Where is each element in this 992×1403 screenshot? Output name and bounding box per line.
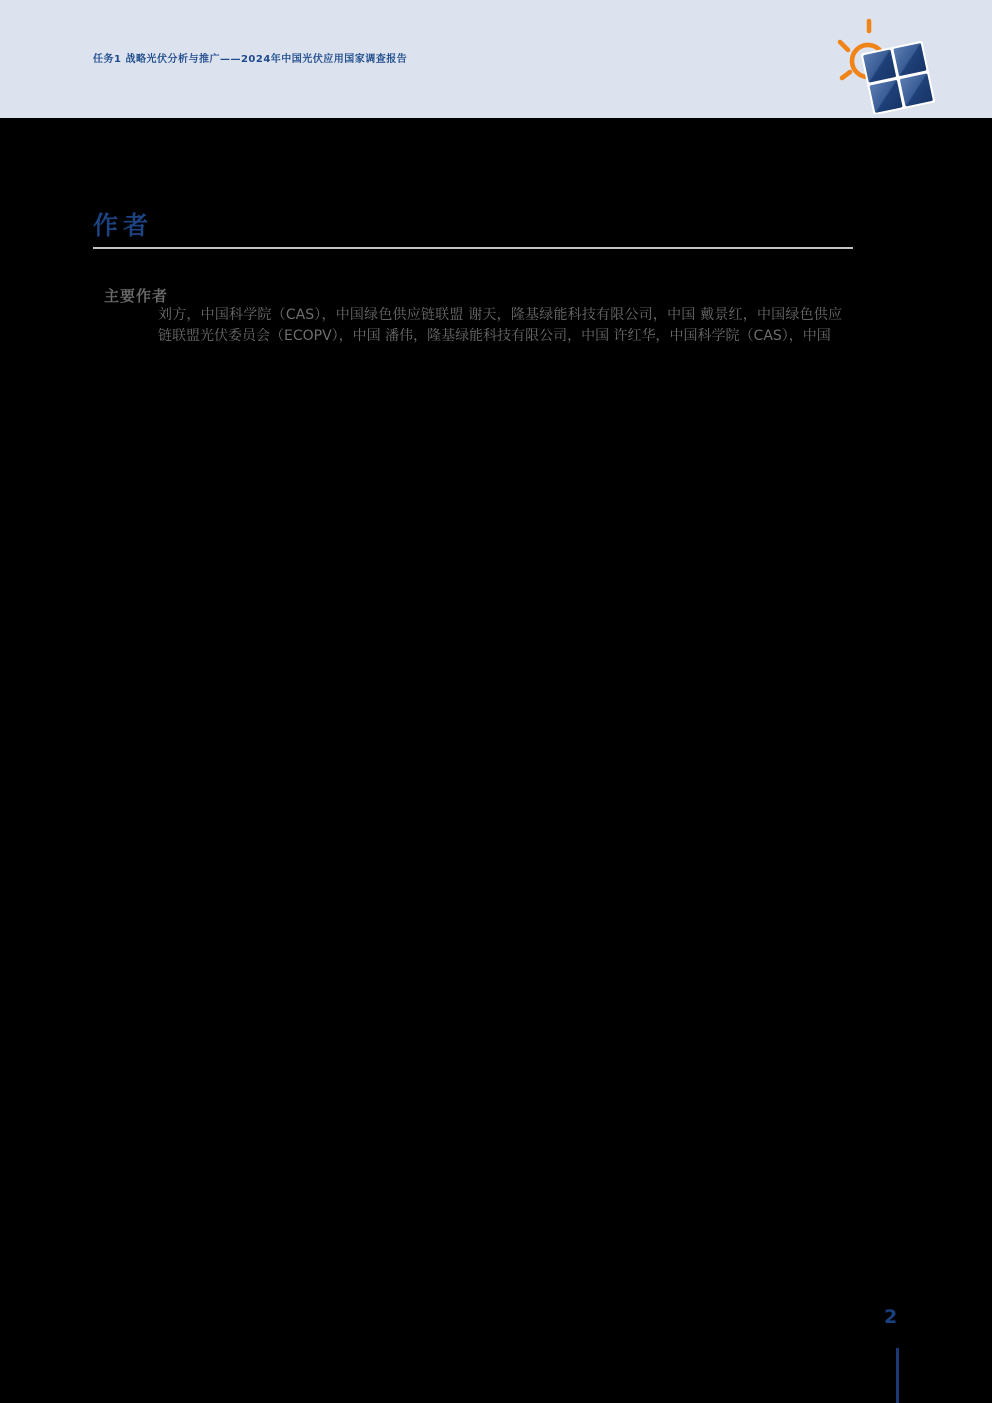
authors-section-title: 作者 — [93, 211, 154, 240]
page-number: 2 — [884, 1306, 898, 1328]
running-header-title: 任务1 战略光伏分析与推广——2024年中国光伏应用国家调查报告 — [93, 54, 408, 65]
page-header — [0, 0, 992, 118]
solar-panel-icon — [861, 41, 936, 114]
authors-paragraph: 刘方，中国科学院（CAS），中国绿色供应链联盟 谢天，隆基绿能科技有限公司，中国 戴景红，中国绿色供应链联盟光伏委员会（ECOPV），中国 潘伟，隆基绿能科技有限公司，中国 许红华，中国科学院（CAS），中国 — [158, 307, 842, 344]
section-divider — [93, 247, 853, 249]
pvps-logo — [824, 8, 936, 114]
footer-accent-line — [896, 1348, 899, 1403]
main-authors-heading: 主要作者 — [104, 287, 169, 305]
